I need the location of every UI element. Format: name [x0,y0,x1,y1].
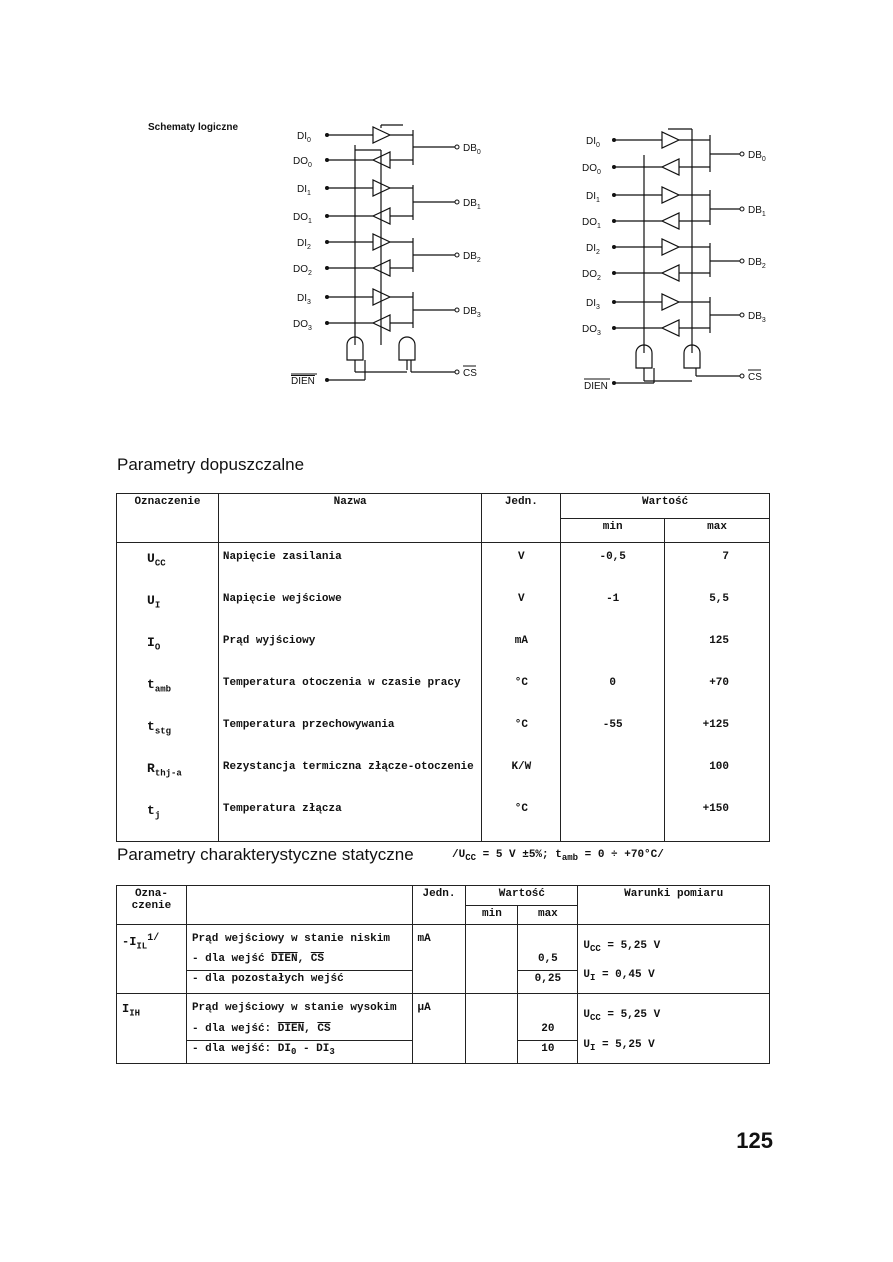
header-desc [186,886,412,925]
label-r-do2: $DO_2$ [582,269,601,282]
label-r-do3: $DO_3$ [582,324,601,337]
max-value: 10 [518,1040,578,1063]
limits-table [116,493,770,842]
param-name: Napięcie zasilania [218,543,482,586]
channel-r1 [614,187,740,229]
param-name: Temperatura złącza [218,795,482,842]
channel-1 [327,180,455,224]
max-value: 100 [665,753,770,795]
table-row: $U_{CC}$ Napięcie zasilania V -0,5 7 [117,543,770,586]
sub-desc: - dla wejść: DIEN, $\overline{CS}$ [186,1021,412,1041]
label-r-do1: $DO_1$ [582,217,601,230]
param-name: Napięcie wejściowe [218,585,482,627]
condition-ucc: $U_{CC} = 5,25$ V [583,1009,661,1024]
table-row: $U_I$ Napięcie wejściowe V -1 5,5 [117,585,770,627]
table-row: $I_O$ Prąd wyjściowy mA 125 [117,627,770,669]
param-name: Prąd wyjściowy [218,627,482,669]
table-row: $-I_{IL}^{1/}$ Prąd wejściowy w stanie niskim mA $U_{CC} = 5,25$ V $U_I = 0,45$ V [117,925,770,952]
max-value: +125 [665,711,770,753]
label-db2: $DB_2$ [463,251,481,264]
table-row: $t_{stg}$ Temperatura przechowywania °C -55 +125 [117,711,770,753]
channel-3 [327,289,455,331]
table-row: $t_{amb}$ Temperatura otoczenia w czasie pracy °C 0 +70 [117,669,770,711]
test-conditions: $/U_{CC} = 5$ V ±5%; $t_{amb} = 0 \div +70^\circ C/$ [452,849,664,864]
label-do3: $DO_3$ [293,319,312,332]
label-r-di2: $DI_2$ [586,243,600,256]
label-r-db3: $DB_3$ [748,311,766,324]
channel-r0 [614,132,740,175]
label-dien: DIEN [291,376,315,387]
param-name: Temperatura przechowywania [218,711,482,753]
label-do1: $DO_1$ [293,212,312,225]
min-value: -1 [561,585,665,627]
header-jedn: Jedn. [482,494,561,543]
symbol: I [147,635,155,650]
header-wartosc: Wartość [466,886,578,906]
unit: µA [412,994,466,1063]
min-value: -55 [561,711,665,753]
label-di0: $DI_0$ [297,131,311,144]
symbol: U [147,551,155,566]
param-desc: Prąd wejściowy w stanie niskim [186,925,412,952]
symbol: t [147,719,155,734]
channel-2 [327,234,455,276]
label-cs: CS [463,368,477,379]
logic-schematic-left [285,120,485,395]
label-r-cs: CS [748,372,762,383]
min-value: -0,5 [561,543,665,586]
min-value [561,753,665,795]
symbol: R [147,761,155,776]
min-value [561,627,665,669]
header-max: max [665,518,770,543]
max-value: 20 [518,1021,578,1041]
label-r-di0: $DI_0$ [586,136,600,149]
label-r-db2: $DB_2$ [748,257,766,270]
unit: °C [482,795,561,842]
table-row: $I_{IH}$ Prąd wejściowy w stanie wysokim µA $U_{CC} = 5,25$ V $U_I = 5,25$ V [117,994,770,1021]
label-db1: $DB_1$ [463,198,481,211]
table-row: $t_j$ Temperatura złącza °C +150 [117,795,770,842]
unit: mA [412,925,466,994]
min-value: 0 [561,669,665,711]
unit: °C [482,711,561,753]
max-value: 125 [665,627,770,669]
channel-0 [327,125,455,168]
unit: V [482,585,561,627]
logic-schematic-right [580,125,780,400]
label-do0: $DO_0$ [293,156,312,169]
label-r-di3: $DI_3$ [586,298,600,311]
condition-ui: $U_I = 5,25$ V [583,1038,655,1053]
param-name: Temperatura otoczenia w czasie pracy [218,669,482,711]
min-value [561,795,665,842]
symbol: t [147,677,155,692]
max-value: 0,5 [518,951,578,971]
label-di3: $DI_3$ [297,293,311,306]
label-r-db1: $DB_1$ [748,205,766,218]
header-max: max [518,905,578,925]
static-params-table [116,885,770,1064]
section-title-static: Parametry charakterystyczne statyczne [117,845,414,864]
label-di2: $DI_2$ [297,238,311,251]
header-wartosc: Wartość [561,494,770,519]
header-oznaczenie: Ozna-czenie [117,886,187,925]
symbol: U [147,593,155,608]
max-value: 7 [665,543,770,586]
label-r-do0: $DO_0$ [582,163,601,176]
max-value: +150 [665,795,770,842]
label-db3: $DB_3$ [463,306,481,319]
max-value: +70 [665,669,770,711]
label-do2: $DO_2$ [293,264,312,277]
unit: V [482,543,561,586]
header-min: min [561,518,665,543]
channel-r3 [614,294,740,336]
label-di1: $DI_1$ [297,184,311,197]
max-value: 0,25 [518,971,578,994]
unit: mA [482,627,561,669]
header-warunki: Warunki pomiaru [578,886,770,925]
header-nazwa: Nazwa [218,494,482,543]
table-row: $R_{thj-a}$ Rezystancja termiczna złącze-otoczenie K/W 100 [117,753,770,795]
sub-desc: - dla wejść DIEN, $\overline{CS}$ [186,951,412,971]
section-title-limits: Parametry dopuszczalne [117,455,305,474]
condition-ucc: $U_{CC} = 5,25$ V [583,940,661,955]
page-number: 125 [736,1128,773,1153]
label-db0: $DB_0$ [463,143,481,156]
symbol: t [147,803,155,818]
schematic-title: Schematy logiczne [148,122,239,133]
symbol: -I [122,935,137,949]
condition-ui: $U_I = 0,45$ V [583,969,655,984]
label-r-db0: $DB_0$ [748,150,766,163]
channel-r2 [614,239,740,281]
param-desc: Prąd wejściowy w stanie wysokim [186,994,412,1021]
param-name: Rezystancja termiczna złącze-otoczenie [218,753,482,795]
header-min: min [466,905,518,925]
label-r-di1: $DI_1$ [586,191,600,204]
sub-desc: - dla pozostałych wejść [186,971,412,994]
label-r-dien: DIEN [584,381,608,392]
unit: K/W [482,753,561,795]
header-oznaczenie: Oznaczenie [117,494,219,543]
unit: °C [482,669,561,711]
symbol: I [122,1002,130,1017]
sub-desc: - dla wejść: $DI_0 - DI_3$ [186,1040,412,1063]
max-value: 5,5 [665,585,770,627]
header-jedn: Jedn. [412,886,466,925]
